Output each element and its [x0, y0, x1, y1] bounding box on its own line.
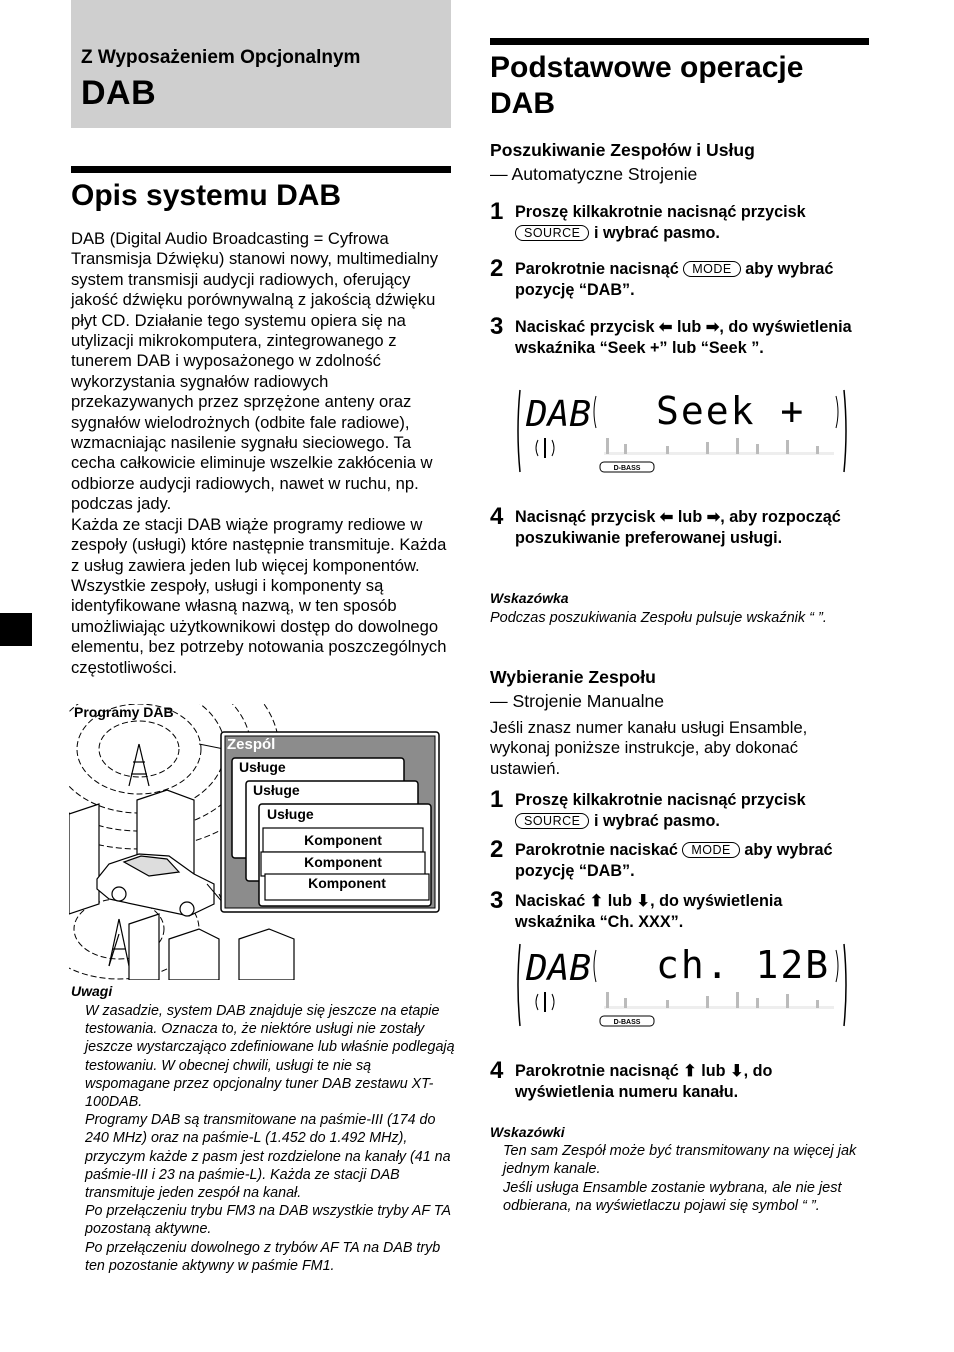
sec2-title: Wybieranie Zespołu — [490, 667, 656, 687]
mode-button: MODE — [683, 261, 741, 277]
component-label-2: Komponent — [304, 854, 382, 870]
notes-title: Uwagi — [71, 983, 113, 999]
title-rule — [71, 166, 451, 173]
sec1-title: Poszukiwanie Zespołów i Usług — [490, 140, 755, 160]
lcd-text: Seek + — [656, 389, 806, 433]
service-label-3: Usługe — [267, 806, 314, 822]
lcd2-band: DAB — [526, 948, 592, 989]
note-2: Programy DAB są transmitowane na paśmie-III (174 do 240 MHz) oraz na paśmie-L (1.452 do 1.492 MHz), przyczym każde z pasm jest rozdzielone na kanały (41 na paśmie-III i 23 na paśmie-L). Każda ze stacji DAB transmituje jeden zespół na kanał. — [85, 1112, 451, 1202]
level-meter — [604, 438, 834, 455]
page-title-left: Opis systemu DAB — [71, 179, 342, 212]
title-rule-right — [490, 38, 869, 45]
page-edge-tab — [0, 613, 32, 646]
note-1: W zasadzie, system DAB znajduje się jeszcze na etapie testowania. Oznacza to, że niektóre usługi nie zostały jeszcze wystarczająco zdefiniowane lub właśnie podlegają testowaniu. W obecnej chwili, usługi te nie są wspomagane przez opcjonalny tuner DAB zestawu XT-100DAB. — [85, 1003, 455, 1111]
lcd-display-channel — [516, 942, 848, 1028]
notes — [85, 1002, 455, 1275]
service-label-1: Usługe — [239, 759, 286, 775]
dab-diagram — [69, 704, 451, 980]
intro-text: DAB (Digital Audio Broadcasting = Cyfrowa Transmisja Dźwięku) stanowi nowy, multimedialny system transmisji audycji radiowych, oferujący jakość dźwięku porównywalną z jakością dźwięku płyt CD. Działanie tego systemu opiera się na utylizacji mikrokomputera, zintegrowanego z tunerem DAB i wyposażonego w zdolność wykorzystania sygnałów radiowych przekazywanych przez sprzężone anteny oraz sygnałów wielodrożnych (odbite fale radiowe), wzmacniając nasilenie sygnału sieciowego. Ta cecha całkowicie eliminuje wszelkie zakłócenia w odbiorze audycji radiowych, nawet w ruchu, np. podczas jady. Każda ze stacji DAB wiąże programy rediowe w zespoły (usługi) które następnie transmituje. Każda z usług zawiera jeden lub więcej komponentów. Wszystkie zespoły, usługi i komponenty są identyfikowane własną nazwą, w ten sposób umożliwiając użytkownikowi dostęp do dowolnego elementu, bez potrzeby notowania poszczególnych częstotliwości. — [71, 229, 447, 677]
ensemble-label: Zespól — [227, 736, 276, 753]
page-title-right: Podstawowe operacje DAB — [490, 51, 804, 120]
lcd2-text: ch. 12B — [656, 943, 831, 987]
tip2-title: Wskazówki — [490, 1124, 565, 1140]
note-4: Po przełączeniu dowolnego z trybów AF TA na DAB tryb ten pozostanie aktywny w paśmie FM1. — [85, 1239, 441, 1274]
tip2-list — [503, 1142, 873, 1215]
lcd-band: DAB — [526, 394, 592, 435]
sec2-intro: Jeśli znasz numer kanału usługi Ensamble, wykonaj poniższe instrukcje, aby dokonać ustawień. — [490, 718, 808, 778]
sec2-subtitle: — Strojenie Manualne — [490, 691, 665, 711]
diagram-label: Programy DAB — [74, 704, 174, 720]
level-meter-2 — [604, 992, 834, 1009]
lcd-display-seek — [516, 388, 848, 474]
source-button-2: SOURCE — [515, 813, 589, 829]
tip1-text: Podczas poszukiwania Zespołu pulsuje wskaźnik “ ”. — [490, 610, 827, 626]
mode-button-2: MODE — [682, 842, 740, 858]
section-title: DAB — [81, 74, 157, 112]
tip2-item-2: Jeśli usługa Ensamble zostanie wybrana, ale nie jest odbierana, na wyświetlaczu pojawi się symbol “ ”. — [503, 1179, 842, 1214]
dbass-indicator: D-BASS — [613, 465, 641, 472]
sec1-subtitle: — Automatyczne Strojenie — [490, 164, 698, 184]
component-label-1: Komponent — [304, 832, 382, 848]
note-3: Po przełączeniu trybu FM3 na DAB wszystkie tryby AF TA pozostaną aktywne. — [85, 1203, 451, 1238]
dbass-indicator-2: D-BASS — [613, 1019, 641, 1026]
source-button: SOURCE — [515, 225, 589, 241]
service-label-2: Usługe — [253, 782, 300, 798]
antenna-icon — [536, 438, 554, 458]
tip1-title: Wskazówka — [490, 590, 569, 606]
tip2-item-1: Ten sam Zespół może być transmitowany na więcej jak jednym kanale. — [503, 1143, 857, 1178]
antenna-icon-2 — [536, 992, 554, 1012]
component-label-3: Komponent — [308, 875, 386, 891]
section-subtitle: Z Wyposażeniem Opcjonalnym — [81, 47, 361, 68]
